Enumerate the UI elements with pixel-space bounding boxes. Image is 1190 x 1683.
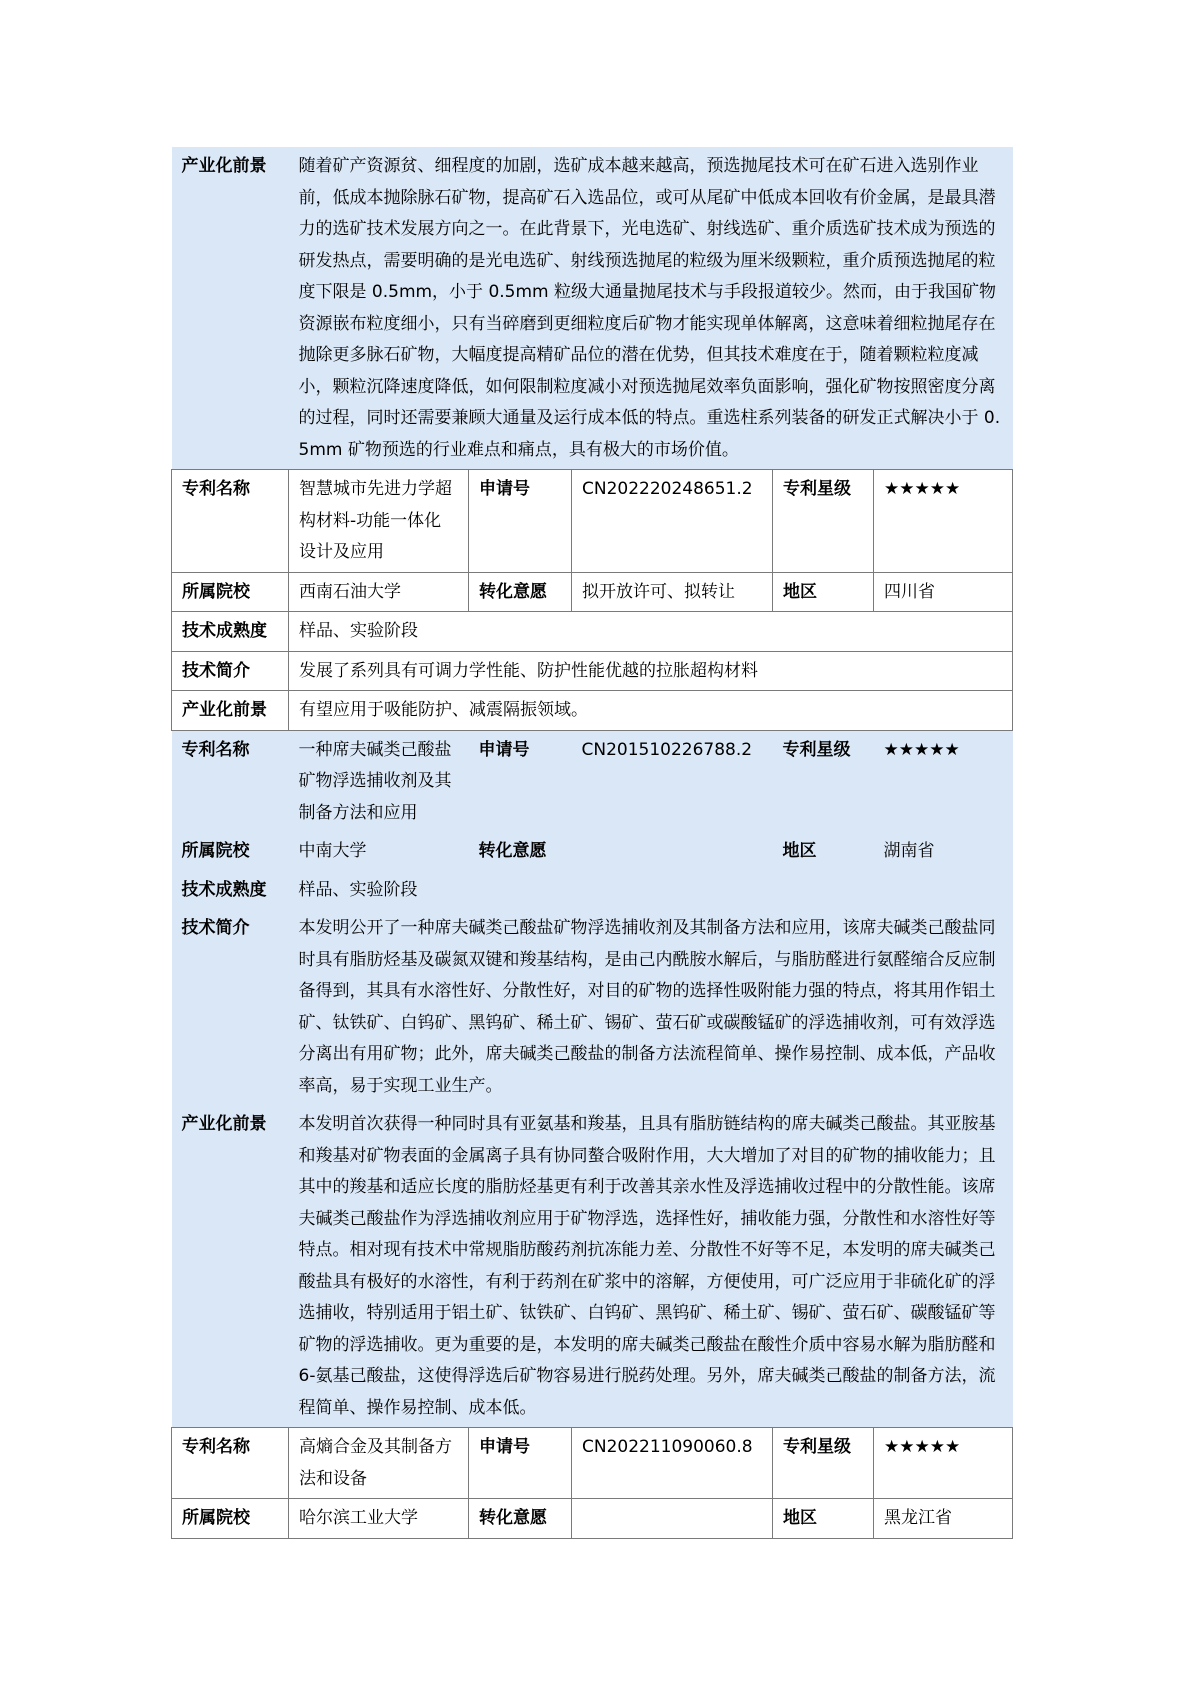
prospect-row (172, 691, 1013, 731)
transfer-intent-label: 转化意愿 (469, 832, 572, 871)
maturity-row (172, 612, 1013, 652)
patent-name-value: 高熵合金及其制备方法和设备 (289, 1428, 469, 1499)
university-row (172, 1499, 1013, 1539)
university-label: 所属院校 (172, 572, 289, 612)
region-label: 地区 (773, 832, 874, 871)
patent-header-row (172, 730, 1013, 832)
patent-header-row (172, 470, 1013, 573)
patent-star-rating: ★★★★★ (874, 730, 1013, 832)
patent-record-3 (172, 1428, 1013, 1539)
application-no-value: CN202220248651.2 (572, 470, 773, 573)
prospect-value: 随着矿产资源贫、细程度的加剧，选矿成本越来越高，预选抛尾技术可在矿石进入选别作业前，低成本抛除脉石矿物，提高矿石入选品位，或可从尾矿中低成本回收有价金属，是最具潜力的选矿技术发展方向之一。在此背景下，光电选矿、射线选矿、重介质选矿技术成为预选的研发热点，需要明确的是光电选矿、射线预选抛尾的粒级为厘米级颗粒，重介质预选抛尾的粒度下限是 0.5mm，小于 0.5mm 粒级大通量抛尾技术与手段报道较少。然而，由于我国矿物资源嵌布粒度细小，只有当碎磨到更细粒度后矿物才能实现单体解离，这意味着细粒抛尾存在抛除更多脉石矿物，大幅度提高精矿品位的潜在优势，但其技术难度在于，随着颗粒粒度减小，颗粒沉降速度降低，如何限制粒度减小对预选抛尾效率负面影响，强化矿物按照密度分离的过程，同时还需要兼顾大通量及运行成本低的特点。重选柱系列装备的研发正式解决小于 0.5mm 矿物预选的行业难点和痛点，具有极大的市场价值。 (289, 147, 1013, 470)
application-no-label: 申请号 (469, 730, 572, 832)
summary-value: 发展了系列具有可调力学性能、防护性能优越的拉胀超构材料 (289, 651, 1013, 691)
prospect-label: 产业化前景 (172, 1105, 289, 1428)
prospect-label: 产业化前景 (172, 691, 289, 731)
university-label: 所属院校 (172, 1499, 289, 1539)
patent-record-1 (172, 470, 1013, 731)
patent-name-label: 专利名称 (172, 1428, 289, 1499)
transfer-intent-value (572, 832, 773, 871)
region-value: 黑龙江省 (874, 1499, 1013, 1539)
transfer-intent-label: 转化意愿 (469, 572, 572, 612)
previous-patent-continuation (172, 147, 1013, 470)
university-value: 哈尔滨工业大学 (289, 1499, 469, 1539)
prospect-row (172, 1105, 1013, 1428)
summary-label: 技术简介 (172, 651, 289, 691)
transfer-intent-label: 转化意愿 (469, 1499, 572, 1539)
patent-star-label: 专利星级 (773, 730, 874, 832)
region-value: 湖南省 (874, 832, 1013, 871)
region-label: 地区 (773, 1499, 874, 1539)
application-no-value: CN201510226788.2 (572, 730, 773, 832)
transfer-intent-value: 拟开放许可、拟转让 (572, 572, 773, 612)
patent-star-rating: ★★★★★ (874, 470, 1013, 573)
patent-name-value: 一种席夫碱类己酸盐矿物浮选捕收剂及其制备方法和应用 (289, 730, 469, 832)
patent-star-label: 专利星级 (773, 1428, 874, 1499)
maturity-row (172, 871, 1013, 910)
patent-name-label: 专利名称 (172, 470, 289, 573)
prospect-label: 产业化前景 (172, 147, 289, 470)
region-label: 地区 (773, 572, 874, 612)
summary-row (172, 909, 1013, 1105)
application-no-value: CN202211090060.8 (572, 1428, 773, 1499)
prospect-value: 本发明首次获得一种同时具有亚氨基和羧基，且具有脂肪链结构的席夫碱类己酸盐。其亚胺基和羧基对矿物表面的金属离子具有协同螯合吸附作用，大大增加了对目的矿物的捕收能力；且其中的羧基和适应长度的脂肪烃基更有利于改善其亲水性及浮选捕收过程中的分散性能。该席夫碱类己酸盐作为浮选捕收剂应用于矿物浮选，选择性好，捕收能力强，分散性和水溶性好等特点。相对现有技术中常规脂肪酸药剂抗冻能力差、分散性不好等不足，本发明的席夫碱类己酸盐具有极好的水溶性，有利于药剂在矿浆中的溶解，方便使用，可广泛应用于非硫化矿的浮选捕收，特别适用于铝土矿、钛铁矿、白钨矿、黑钨矿、稀土矿、锡矿、萤石矿、碳酸锰矿等矿物的浮选捕收。更为重要的是，本发明的席夫碱类己酸盐在酸性介质中容易水解为脂肪醛和 6-氨基己酸盐，这使得浮选后矿物容易进行脱药处理。另外，席夫碱类己酸盐的制备方法，流程简单、操作易控制、成本低。 (289, 1105, 1013, 1428)
patent-star-rating: ★★★★★ (874, 1428, 1013, 1499)
patent-listing-document (171, 147, 1012, 1539)
maturity-value: 样品、实验阶段 (289, 612, 1013, 652)
prospect-row (172, 147, 1013, 470)
university-label: 所属院校 (172, 832, 289, 871)
application-no-label: 申请号 (469, 470, 572, 573)
university-value: 中南大学 (289, 832, 469, 871)
maturity-label: 技术成熟度 (172, 612, 289, 652)
application-no-label: 申请号 (469, 1428, 572, 1499)
transfer-intent-value (572, 1499, 773, 1539)
patent-name-label: 专利名称 (172, 730, 289, 832)
patent-table (171, 147, 1013, 1539)
summary-label: 技术简介 (172, 909, 289, 1105)
maturity-label: 技术成熟度 (172, 871, 289, 910)
prospect-value: 有望应用于吸能防护、减震隔振领域。 (289, 691, 1013, 731)
patent-name-value: 智慧城市先进力学超构材料-功能一体化设计及应用 (289, 470, 469, 573)
summary-value: 本发明公开了一种席夫碱类己酸盐矿物浮选捕收剂及其制备方法和应用，该席夫碱类己酸盐同时具有脂肪烃基及碳氮双键和羧基结构，是由己内酰胺水解后，与脂肪醛进行氨醛缩合反应制备得到，其具有水溶性好、分散性好，对目的矿物的选择性吸附能力强的特点，将其用作铝土矿、钛铁矿、白钨矿、黑钨矿、稀土矿、锡矿、萤石矿或碳酸锰矿的浮选捕收剂，可有效浮选分离出有用矿物；此外，席夫碱类己酸盐的制备方法流程简单、操作易控制、成本低，产品收率高，易于实现工业生产。 (289, 909, 1013, 1105)
patent-header-row (172, 1428, 1013, 1499)
university-value: 西南石油大学 (289, 572, 469, 612)
summary-row (172, 651, 1013, 691)
region-value: 四川省 (874, 572, 1013, 612)
university-row (172, 572, 1013, 612)
maturity-value: 样品、实验阶段 (289, 871, 1013, 910)
university-row (172, 832, 1013, 871)
patent-record-2 (172, 730, 1013, 1428)
patent-star-label: 专利星级 (773, 470, 874, 573)
